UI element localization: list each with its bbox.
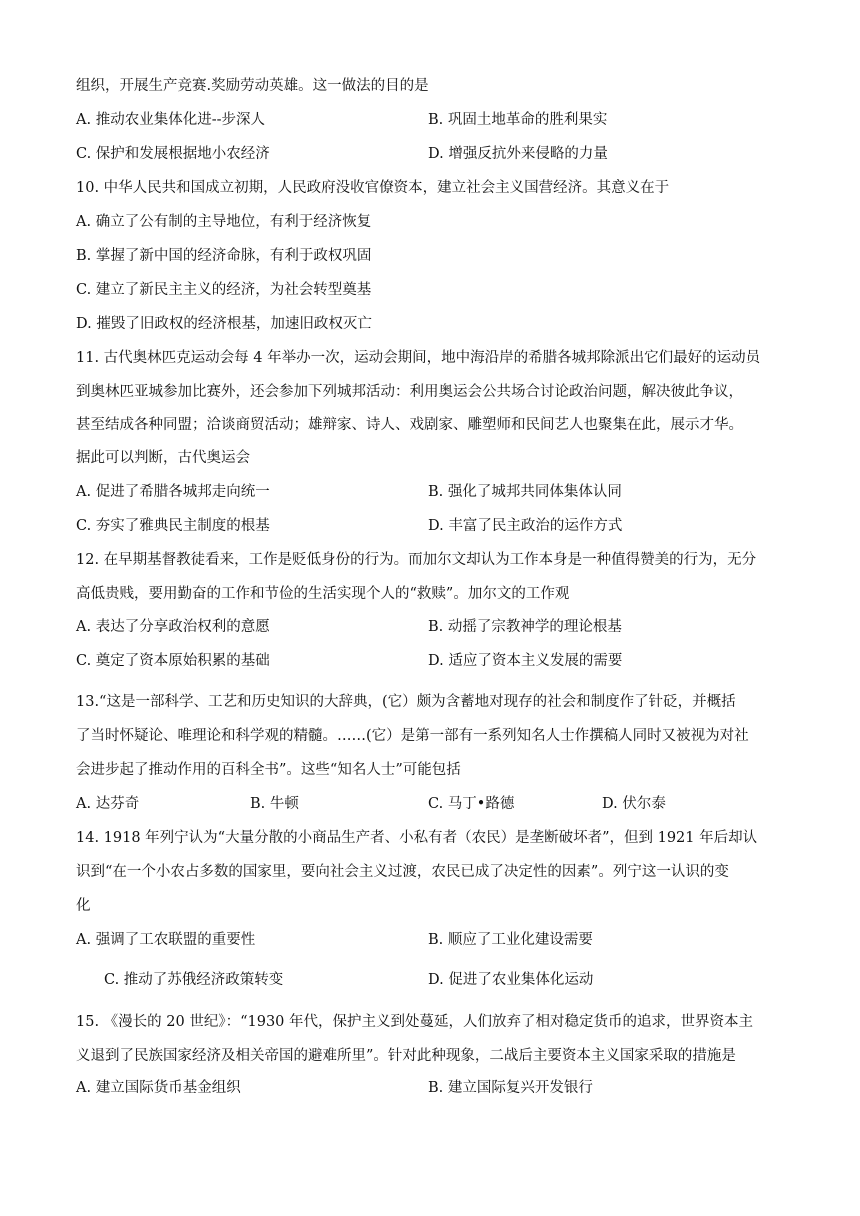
question-14-option-b: B. 顺应了工业化建设需要 xyxy=(428,932,593,948)
option-d: D. 增强反抗外来侵略的力量 xyxy=(428,146,608,162)
question-10-stem: 10. 中华人民共和国成立初期，人民政府没收官僚资本，建立社会主义国营经济。其意义在于 xyxy=(76,180,670,196)
question-13-option-c: C. 马丁•路德 xyxy=(428,796,515,812)
question-14-option-a: A. 强调了工农联盟的重要性 xyxy=(76,932,256,948)
question-11-option-c: C. 夯实了雅典民主制度的根基 xyxy=(76,518,270,534)
question-11-stem-line: 据此可以判断，古代奥运会 xyxy=(76,450,250,466)
question-12-option-c: C. 奠定了资本原始积累的基础 xyxy=(76,653,270,669)
question-12-stem-line: 高低贵贱，要用勤奋的工作和节俭的生活实现个人的“救赎”。加尔文的工作观 xyxy=(76,586,570,602)
question-10-option-c: C. 建立了新民主主义的经济，为社会转型奠基 xyxy=(76,282,372,298)
question-14-stem-line: 识到“在一个小农占多数的国家里，要向社会主义过渡，农民已成了决定性的因素”。列宁这一认识的变 xyxy=(76,864,729,880)
question-14-option-c: C. 推动了苏俄经济政策转变 xyxy=(104,972,284,988)
question-11-stem-line: 11. 古代奥林匹克运动会每 4 年举办一次，运动会期间，地中海沿岸的希腊各城邦除派出它们最好的运动员 xyxy=(76,350,761,366)
question-11-stem-line: 甚至结成各种同盟；洽谈商贸活动；雄辩家、诗人、戏剧家、雕塑师和民间艺人也聚集在此，展示才华。 xyxy=(76,417,743,433)
question-13-option-d: D. 伏尔泰 xyxy=(602,796,666,812)
question-12-option-b: B. 动摇了宗教神学的理论根基 xyxy=(428,619,622,635)
question-11-stem-line: 到奥林匹亚城参加比赛外，还会参加下列城邦活动：利用奥运会公共场合讨论政治问题，解决彼此争议， xyxy=(76,384,743,400)
question-15-stem-line: 15. 《漫长的 20 世纪》：“1930 年代，保护主义到处蔓延，人们放弃了相对稳定货币的追求，世界资本主 xyxy=(76,1014,754,1030)
question-13-stem-line: 13.“这是一部科学、工艺和历史知识的大辞典，(它）颇为含蓄地对现存的社会和制度作了针砭，并概括 xyxy=(76,694,736,710)
question-14-stem-line: 14. 1918 年列宁认为“大量分散的小商品生产者、小私有者（农民）是垄断破坏者”，但到 1921 年后却认 xyxy=(76,830,758,846)
question-stem-continued: 组织，开展生产竞赛.奖励劳动英雄。这一做法的目的是 xyxy=(76,78,429,94)
question-15-stem-line: 义退到了民族国家经济及相关帝国的避难所里”。针对此种现象，二战后主要资本主义国家采取的措施是 xyxy=(76,1048,736,1064)
option-a: A. 推动农业集体化进--步深人 xyxy=(76,112,265,128)
question-12-stem-line: 12. 在早期基督教徒看来，工作是贬低身份的行为。而加尔文却认为工作本身是一种值得赞美的行为，无分 xyxy=(76,552,757,568)
question-13-stem-line: 了当时怀疑论、唯理论和科学观的精髓。……(它）是第一部有一系列知名人士作撰稿人同时又被视为对社 xyxy=(76,728,749,744)
question-11-option-d: D. 丰富了民主政治的运作方式 xyxy=(428,518,623,534)
option-c: C. 保护和发展根据地小农经济 xyxy=(76,146,270,162)
question-10-option-a: A. 确立了公有制的主导地位，有利于经济恢复 xyxy=(76,214,372,230)
question-15-option-a: A. 建立国际货币基金组织 xyxy=(76,1080,241,1096)
question-14-option-d: D. 促进了农业集体化运动 xyxy=(428,972,594,988)
question-11-option-a: A. 促进了希腊各城邦走向统一 xyxy=(76,484,270,500)
question-10-option-b: B. 掌握了新中国的经济命脉，有利于政权巩固 xyxy=(76,248,372,264)
question-13-option-a: A. 达芬奇 xyxy=(76,796,140,812)
option-b: B. 巩固土地革命的胜利果实 xyxy=(428,112,608,128)
question-13-stem-line: 会进步起了推动作用的百科全书”。这些“知名人士”可能包括 xyxy=(76,762,461,778)
question-14-stem-line: 化 xyxy=(76,898,91,914)
question-15-option-b: B. 建立国际复兴开发银行 xyxy=(428,1080,593,1096)
question-10-option-d: D. 摧毁了旧政权的经济根基，加速旧政权灭亡 xyxy=(76,316,372,332)
question-12-option-d: D. 适应了资本主义发展的需要 xyxy=(428,653,623,669)
question-13-option-b: B. 牛顿 xyxy=(250,796,299,812)
question-12-option-a: A. 表达了分享政治权利的意愿 xyxy=(76,619,270,635)
question-11-option-b: B. 强化了城邦共同体集体认同 xyxy=(428,484,622,500)
